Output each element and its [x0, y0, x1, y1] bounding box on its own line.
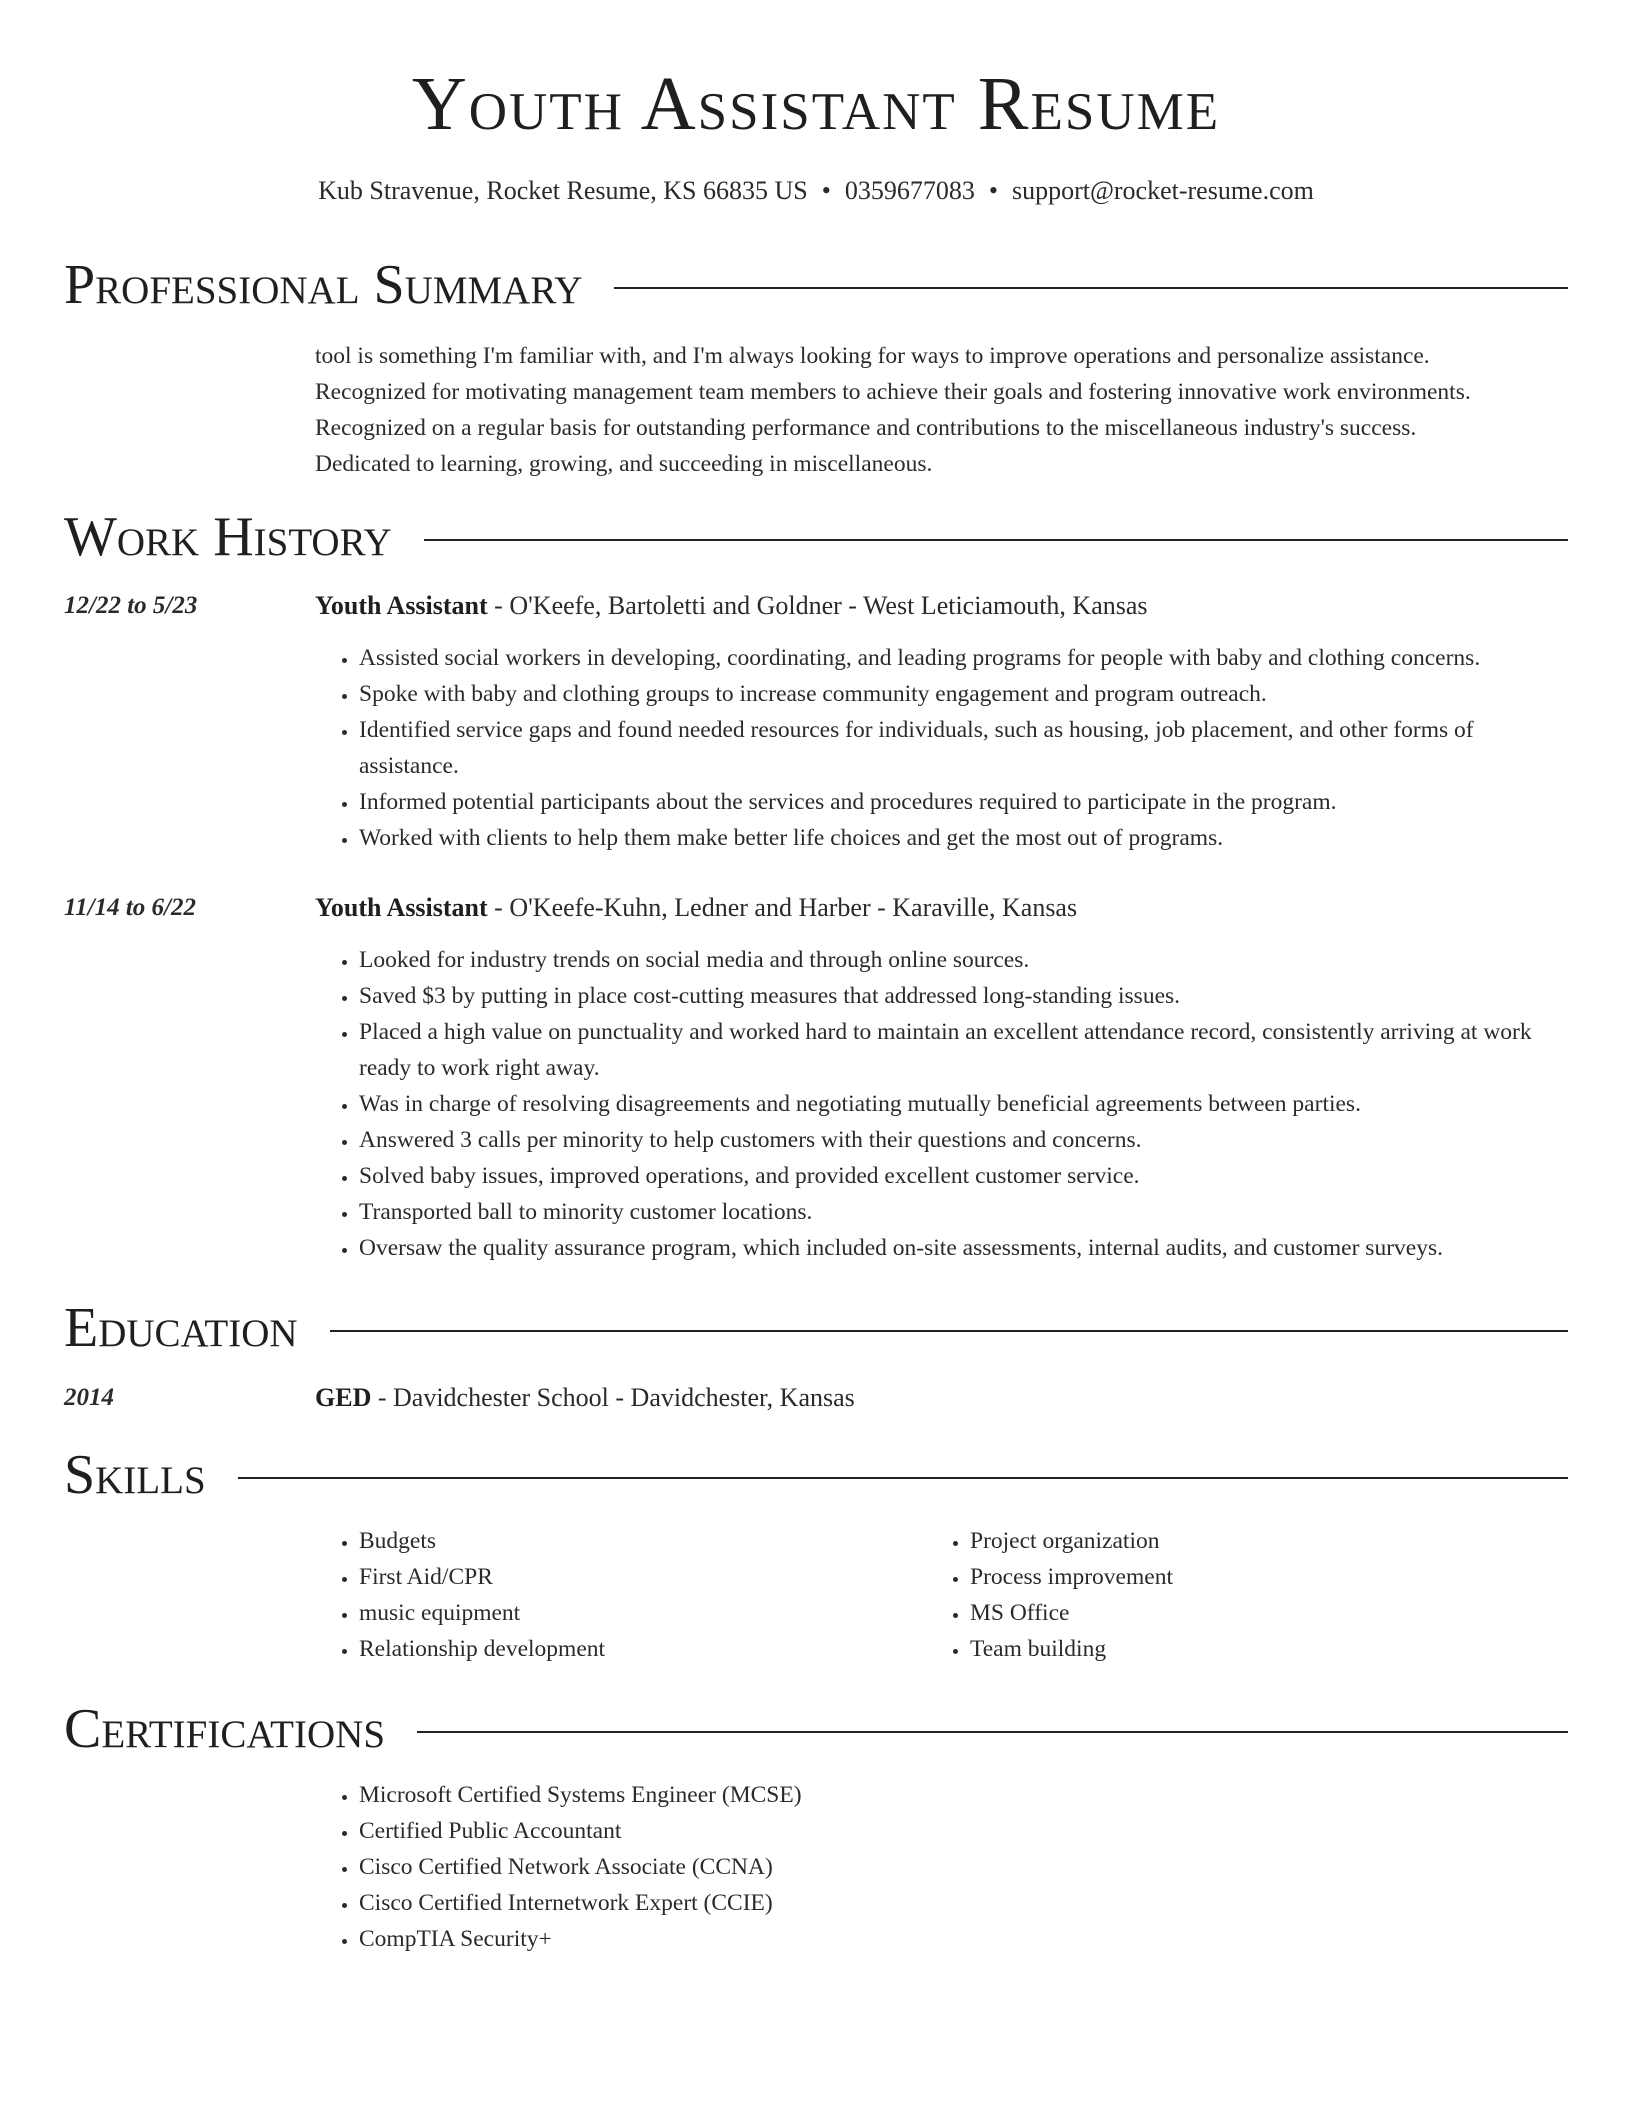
list-item: • Answered 3 calls per minority to help customers with their questions and concerns. — [359, 1122, 1568, 1158]
skills-section-header — [64, 1443, 1568, 1507]
list-item: • Looked for industry trends on social media and through online sources. — [359, 942, 1568, 978]
education-heading: Education — [64, 1297, 298, 1359]
list-item: • Project organization — [970, 1523, 1570, 1559]
list-item: • Worked with clients to help them make better life choices and get the most out of programs. — [359, 820, 1568, 856]
job-employer: - O'Keefe-Kuhn, Ledner and Harber - Karaville, Kansas — [487, 893, 1078, 922]
list-item: • MS Office — [970, 1595, 1570, 1631]
contact-separator: • — [821, 176, 831, 205]
contact-email: support@rocket-resume.com — [1011, 176, 1314, 205]
summary-line: Recognized on a regular basis for outstanding performance and contributions to the miscellaneous industry's success. — [315, 415, 1417, 441]
contact-line — [64, 174, 1568, 208]
list-item: • Was in charge of resolving disagreements and negotiating mutually beneficial agreements between parties. — [359, 1086, 1568, 1122]
section-divider — [330, 1330, 1568, 1332]
list-item: • Placed a high value on punctuality and worked hard to maintain an excellent attendance record, consistently arriving at work ready to work right away. — [359, 1014, 1568, 1086]
skills-heading: Skills — [64, 1444, 206, 1506]
list-item: • Cisco Certified Network Associate (CCNA) — [359, 1849, 1568, 1885]
education-section-header — [64, 1296, 1568, 1360]
certifications-list — [315, 1777, 1568, 1957]
job-role: Youth Assistant — [315, 591, 488, 620]
resume-title: Youth Assistant Resume — [411, 62, 1221, 146]
list-item: • Solved baby issues, improved operations, and provided excellent customer service. — [359, 1158, 1568, 1194]
job-dates: 11/14 to 6/22 — [64, 894, 196, 921]
section-divider — [424, 539, 1568, 541]
summary-section-header — [64, 253, 1568, 317]
list-item: • Process improvement — [970, 1559, 1570, 1595]
job-dates: 12/22 to 5/23 — [64, 592, 198, 619]
work-section-header — [64, 505, 1568, 569]
list-item: • Informed potential participants about the services and procedures required to participate in the program. — [359, 784, 1568, 820]
list-item: • music equipment — [359, 1595, 919, 1631]
job-heading — [315, 890, 1077, 926]
job-bullets — [315, 640, 1568, 856]
education-degree: GED — [315, 1383, 372, 1412]
list-item: • CompTIA Security+ — [359, 1921, 1568, 1957]
list-item: • Transported ball to minority customer locations. — [359, 1194, 1568, 1230]
list-item: • Saved $3 by putting in place cost-cutting measures that addressed long-standing issues. — [359, 978, 1568, 1014]
certifications-section-header — [64, 1697, 1568, 1761]
list-item: • Team building — [970, 1631, 1570, 1667]
summary-line: tool is something I'm familiar with, and I'm always looking for ways to improve operations and personalize assistance. — [315, 343, 1430, 369]
skills-list-left — [315, 1523, 919, 1667]
contact-phone: 0359677083 — [844, 176, 975, 205]
job-role: Youth Assistant — [315, 893, 488, 922]
list-item: • Microsoft Certified Systems Engineer (MCSE) — [359, 1777, 1568, 1813]
section-divider — [614, 287, 1568, 289]
list-item: • Cisco Certified Internetwork Expert (CCIE) — [359, 1885, 1568, 1921]
list-item: • Budgets — [359, 1523, 919, 1559]
skills-list-right — [926, 1523, 1570, 1667]
job-bullets — [315, 942, 1568, 1266]
summary-text — [315, 338, 1568, 482]
list-item: • Assisted social workers in developing, coordinating, and leading programs for people with baby and clothing concerns. — [359, 640, 1568, 676]
summary-line: Dedicated to learning, growing, and succeeding in miscellaneous. — [315, 451, 933, 477]
education-heading-line — [315, 1380, 855, 1416]
education-year: 2014 — [64, 1384, 114, 1411]
list-item: • Oversaw the quality assurance program, which included on-site assessments, internal audits, and customer surveys. — [359, 1230, 1568, 1266]
education-school: - Davidchester School - Davidchester, Kansas — [371, 1383, 855, 1412]
summary-heading: Professional Summary — [64, 254, 583, 316]
list-item: • Relationship development — [359, 1631, 919, 1667]
list-item: • Spoke with baby and clothing groups to increase community engagement and program outreach. — [359, 676, 1568, 712]
summary-line: Recognized for motivating management team members to achieve their goals and fostering innovative work environments. — [315, 379, 1471, 405]
section-divider — [238, 1477, 1568, 1479]
job-heading — [315, 588, 1148, 624]
contact-separator: • — [988, 176, 998, 205]
list-item: • Certified Public Accountant — [359, 1813, 1568, 1849]
certifications-heading: Certifications — [64, 1698, 386, 1760]
work-heading: Work History — [64, 506, 392, 568]
list-item: • First Aid/CPR — [359, 1559, 919, 1595]
section-divider — [417, 1731, 1568, 1733]
contact-address: Kub Stravenue, Rocket Resume, KS 66835 US — [318, 176, 808, 205]
job-employer: - O'Keefe, Bartoletti and Goldner - West Leticiamouth, Kansas — [487, 591, 1148, 620]
list-item: • Identified service gaps and found needed resources for individuals, such as housing, job placement, and other forms of assistance. — [359, 712, 1568, 784]
